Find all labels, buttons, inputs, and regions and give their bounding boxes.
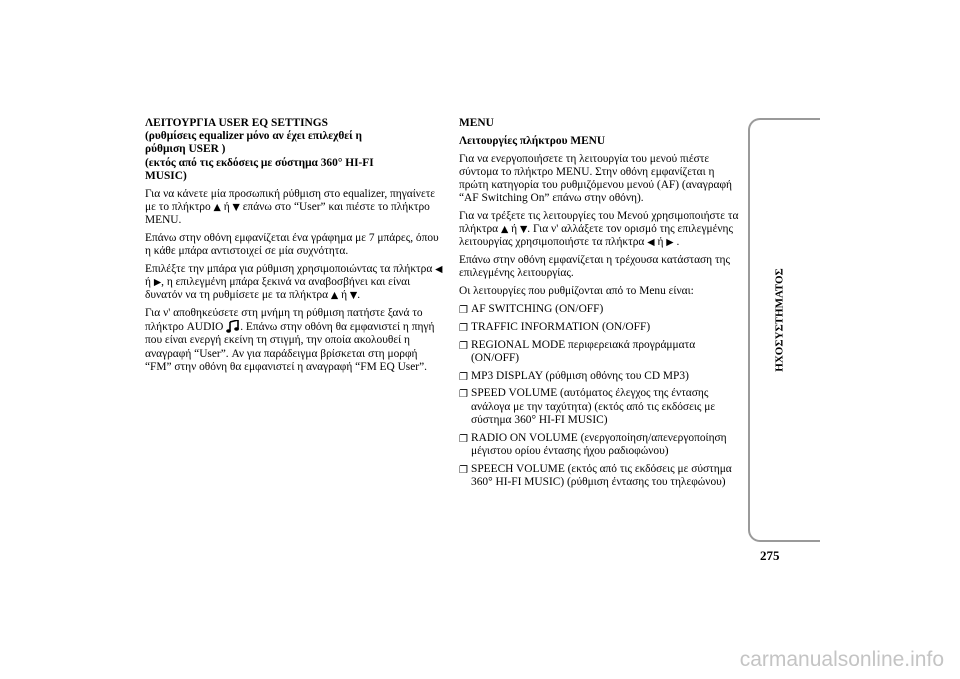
up-arrow-icon: ▲ xyxy=(500,224,509,236)
chapter-label: ΗΧΟΣΥΣΤΗΜΑΤΟΣ xyxy=(774,268,787,372)
checkbox-icon: ❐ xyxy=(459,305,468,316)
right-arrow-icon: ▶ xyxy=(153,277,162,289)
checkbox-icon: ❐ xyxy=(459,464,468,476)
paragraph: Για ν' αποθηκεύσετε στη μνήμη τη ρύθμιση πατήστε ξανά το πλήκτρο AUDIO . Επάνω στην οθόνη θα εμφανιστεί η πηγή που είναι ενεργή εκείνη τη στιγμή, την οποία ακολουθεί η αναγραφή “User”. Αν για παράδειγμα βρίσκεται στη μορφή “FM” στην οθόνη θα εμφανιστεί η αναγραφή “FM EQ User”. xyxy=(145,307,435,373)
list-item: ❐ SPEECH VOLUME (εκτός από τις εκδόσεις με σύστημα 360° HI-FI MUSIC) (ρύθμιση έντασης του τηλεφώνου) xyxy=(459,462,732,488)
down-arrow-icon: ▼ xyxy=(232,201,240,213)
checkbox-icon: ❐ xyxy=(459,322,468,334)
right-arrow-icon: ▶ xyxy=(666,237,674,249)
list-item: ❐ TRAFFIC INFORMATION (ON/OFF) xyxy=(459,320,651,334)
paragraph: Επάνω στην οθόνη εμφανίζεται η τρέχουσα κατάσταση της επιλεγμένης λειτουργίας. xyxy=(459,254,731,280)
list-item: ❐ AF SWITCHING (ON/OFF) xyxy=(459,303,604,316)
up-arrow-icon: ▲ xyxy=(213,201,221,213)
watermark: carmanualsonline.info xyxy=(739,648,944,671)
heading-line: MUSIC) xyxy=(145,169,187,182)
list-item: ❐ REGIONAL MODE περιφερειακά προγράμματα (ON/OFF) xyxy=(459,338,696,364)
paragraph: Για να ενεργοποιήσετε τη λειτουργία του μενού πιέστε σύντομα το πλήκτρο MENU. Στην οθόνη εμφανίζεται η πρώτη κατηγορία του ρυθμιζόμενου μενού (AF) (αναγραφή “AF Switching On” επάνω στην οθόνη). xyxy=(459,152,732,205)
heading-line: (ρυθμίσεις equalizer μόνο αν έχει επιλεχθεί η xyxy=(145,130,363,143)
left-column xyxy=(145,117,445,379)
list-item: ❐ SPEED VOLUME (αυτόματος έλεγχος της έντασης ανάλογα με την ταχύτητα) (εκτός από τις εκδόσεις με σύστημα 360° HI-FI MUSIC) xyxy=(459,387,716,426)
checkbox-icon: ❐ xyxy=(459,340,468,352)
music-note-icon xyxy=(226,321,240,333)
list-item: ❐ RADIO ON VOLUME (ενεργοποίηση/απενεργοποίηση μέγιστου ορίου έντασης ήχου ραδιοφώνου) xyxy=(459,431,727,457)
section-heading xyxy=(145,117,445,183)
left-arrow-icon: ◀ xyxy=(647,237,655,249)
checkbox-icon: ❐ xyxy=(459,371,468,383)
paragraph: Για να τρέξετε τις λειτουργίες του Μενού χρησιμοποιήστε τα πλήκτρα ▲ ή ▼. Για ν' αλλάξετε τον ορισμό της επιλεγμένης λειτουργίας χρησιμοποιήστε τα πλήκτρα ◀ ή ▶ . xyxy=(459,210,739,249)
paragraph: Για να κάνετε μία προσωπική ρύθμιση στο equalizer, πηγαίνετε με το πλήκτρο ▲ ή ▼ επάνω στο “User” και πιέστε το πλήκτρο MENU. xyxy=(145,187,436,227)
heading-line: ρύθμιση USER ) xyxy=(145,143,226,156)
down-arrow-icon: ▼ xyxy=(349,290,358,302)
list-item: ❐ MP3 DISPLAY (ρύθμιση οθόνης του CD MP3) xyxy=(459,369,689,383)
paragraph: Οι λειτουργίες που ρυθμίζονται από το Menu είναι: xyxy=(459,285,694,298)
section-subtitle: Λειτουργίες πλήκτρου MENU xyxy=(459,134,606,147)
up-arrow-icon: ▲ xyxy=(330,290,339,302)
page-number: 275 xyxy=(760,548,780,563)
checkbox-icon: ❐ xyxy=(459,433,468,445)
down-arrow-icon: ▼ xyxy=(519,224,528,236)
checkbox-icon: ❐ xyxy=(459,389,468,401)
left-arrow-icon: ◀ xyxy=(435,263,443,275)
paragraph: Επιλέξτε την μπάρα για ρύθμιση χρησιμοποιώντας τα πλήκτρα ◀ ή ▶, η επιλεγμένη μπάρα ξεκινά να αναβοσβήνει και είναι δυνατόν να τη ρυθμίσετε με τα πλήκτρα ▲ ή ▼. xyxy=(145,262,443,302)
section-title: MENU xyxy=(459,117,494,129)
paragraph: Επάνω στην οθόνη εμφανίζεται ένα γράφημα με 7 μπάρες, όπου η κάθε μπάρα αντιστοιχεί σε μία συχνότητα. xyxy=(145,231,439,258)
heading-line: ΛΕΙΤΟΥΡΓΙΑ USER EQ SETTINGS xyxy=(145,117,328,129)
heading-line: (εκτός από τις εκδόσεις με σύστημα 360° HI-FI xyxy=(145,156,374,169)
right-column xyxy=(459,117,739,494)
